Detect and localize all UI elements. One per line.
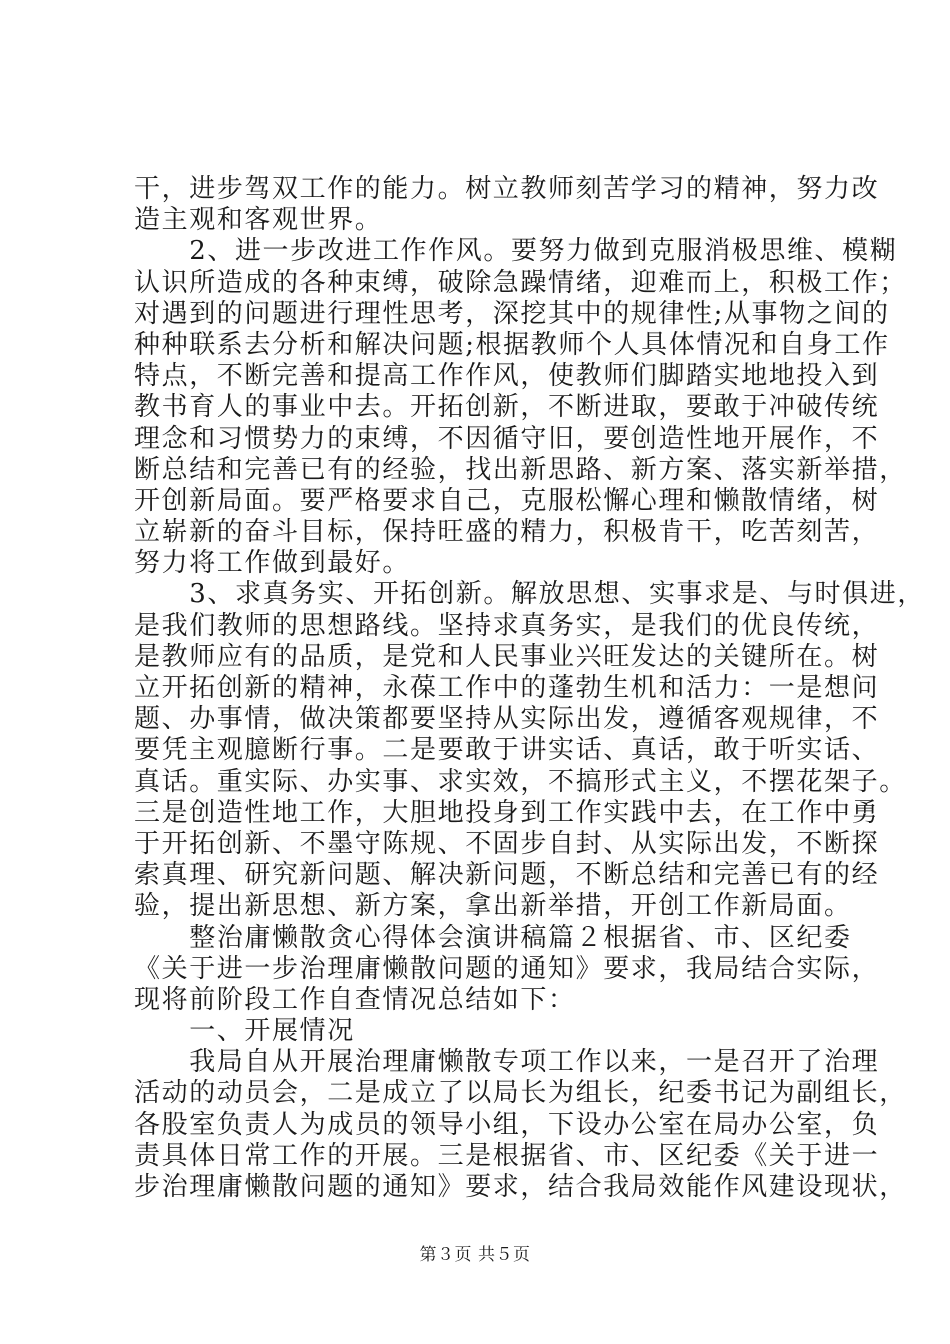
text-line: 认识所造成的各种束缚，破除急躁情绪，迎难而上，积极工作； <box>134 267 907 298</box>
text-line: 真话。重实际、办实事、求实效，不搞形式主义，不摆花架子。 <box>134 766 907 797</box>
text-line: 断总结和完善已有的经验，找出新思路、新方案、落实新举措， <box>134 454 907 485</box>
text-line: 造主观和客观世界。 <box>134 205 383 236</box>
text-line: 立开拓创新的精神，永葆工作中的蓬勃生机和活力：一是想问 <box>134 673 880 703</box>
text-line: 三是创造性地工作，大胆地投身到工作实践中去，在工作中勇 <box>134 797 880 828</box>
text-line: 一、开展情况 <box>134 1016 355 1047</box>
text-line: 验，提出新思想、新方案，拿出新举措，开创工作新局面。 <box>134 891 852 922</box>
document-body <box>134 174 925 1203</box>
text-line: 是教师应有的品质，是党和人民事业兴旺发达的关键所在。树 <box>134 641 880 672</box>
text-line: 种种联系去分析和解决问题;根据教师个人具体情况和自身工作 <box>134 329 890 360</box>
text-line: 立崭新的奋斗目标，保持旺盛的精力，积极肯干，吃苦刻苦， <box>134 517 880 548</box>
text-line: 各股室负责人为成员的领导小组，下设办公室在局办公室，负 <box>134 1109 880 1140</box>
text-line: 整治庸懒散贪心得体会演讲稿篇２根据省、市、区纪委 <box>134 922 852 953</box>
text-line: 《关于进一步治理庸懒散问题的通知》要求，我局结合实际， <box>134 953 880 984</box>
text-line: 3、求真务实、开拓创新。解放思想、实事求是、与时俱进， <box>134 579 925 610</box>
text-line: 现将前阶段工作自查情况总结如下： <box>134 984 576 1015</box>
text-line: 索真理、研究新问题、解决新问题，不断总结和完善已有的经 <box>134 860 880 891</box>
text-line: 教书育人的事业中去。开拓创新，不断进取，要敢于冲破传统 <box>134 392 880 423</box>
text-line: 步治理庸懒散问题的通知》要求，结合我局效能作风建设现状， <box>134 1172 907 1202</box>
text-line: 于开拓创新、不墨守陈规、不固步自封、从实际出发，不断探 <box>134 828 880 859</box>
text-line: 开创新局面。要严格要求自己，克服松懈心理和懒散情绪，树 <box>134 485 880 516</box>
text-line: 是我们教师的思想路线。坚持求真务实，是我们的优良传统， <box>134 610 880 641</box>
text-line: 活动的动员会，二是成立了以局长为组长，纪委书记为副组长， <box>134 1078 907 1109</box>
text-line: 对遇到的问题进行理性思考，深挖其中的规律性;从事物之间的 <box>134 298 890 329</box>
text-line: 干，进步驾双工作的能力。树立教师刻苦学习的精神，努力改 <box>134 174 880 204</box>
text-line: 我局自从开展治理庸懒散专项工作以来，一是召开了治理 <box>134 1047 880 1078</box>
text-line: 理念和习惯势力的束缚，不因循守旧，要创造性地开展作，不 <box>134 423 880 454</box>
text-line: 责具体日常工作的开展。三是根据省、市、区纪委《关于进一 <box>134 1140 880 1171</box>
text-line: 要凭主观臆断行事。二是要敢于讲实话、真话，敢于听实话、 <box>134 735 880 766</box>
text-line: 题、办事情，做决策都要坚持从实际出发，遵循客观规律，不 <box>134 704 880 735</box>
text-line: 2、进一步改进工作作风。要努力做到克服消极思维、模糊 <box>134 236 898 267</box>
text-line: 特点，不断完善和提高工作作风，使教师们脚踏实地地投入到 <box>134 361 880 392</box>
text-line: 努力将工作做到最好。 <box>134 548 411 579</box>
page-footer: 第３页 共５页 <box>419 1245 531 1265</box>
